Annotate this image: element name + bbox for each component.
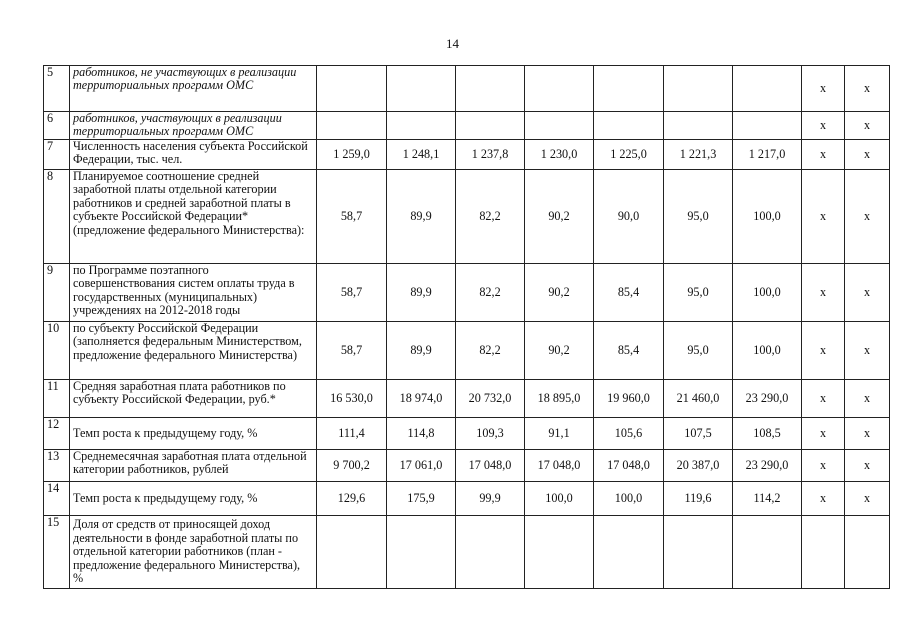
value-cell: 20 387,0 [664,450,733,482]
row-number: 12 [44,418,70,450]
value-cell: 9 700,2 [317,450,387,482]
x-mark-cell [802,516,845,589]
row-label: работников, участвующих в реализации территориальных программ ОМС [70,112,317,140]
table-row [44,516,890,589]
value-cell: 90,2 [525,264,594,322]
row-label: Численность населения субъекта Российской Федерации, тыс. чел. [70,140,317,170]
x-mark-cell: х [802,112,845,140]
table-row [44,322,890,380]
value-cell: 114,8 [387,418,456,450]
x-mark-cell: х [802,418,845,450]
x-mark-cell: х [845,482,890,516]
value-cell: 17 048,0 [456,450,525,482]
row-number: 8 [44,170,70,264]
x-mark-cell: х [802,450,845,482]
value-cell [664,112,733,140]
value-cell [525,66,594,112]
value-cell: 109,3 [456,418,525,450]
value-cell [387,112,456,140]
value-cell: 85,4 [594,322,664,380]
value-cell [456,112,525,140]
value-cell: 100,0 [733,322,802,380]
value-cell: 58,7 [317,322,387,380]
value-cell [733,516,802,589]
row-number: 11 [44,380,70,418]
table-row [44,482,890,516]
table-row [44,450,890,482]
x-mark-cell: х [845,418,890,450]
row-label: Планируемое соотношение средней заработной платы отдельной категории работников и средней заработной платы в субъекте Российской Федерации*(предложение федерального Министерства): [70,170,317,264]
value-cell: 58,7 [317,170,387,264]
value-cell: 19 960,0 [594,380,664,418]
value-cell: 17 048,0 [525,450,594,482]
value-cell: 82,2 [456,322,525,380]
value-cell: 1 237,8 [456,140,525,170]
value-cell: 89,9 [387,264,456,322]
row-label: по Программе поэтапного совершенствования систем оплаты труда в государственных (муниципальных) учреждениях на 2012-2018 годы [70,264,317,322]
table-row [44,112,890,140]
value-cell: 95,0 [664,264,733,322]
value-cell: 95,0 [664,170,733,264]
value-cell [733,66,802,112]
row-label: по субъекту Российской Федерации (заполняется федеральным Министерством, предложение федерального Министерства) [70,322,317,380]
table-row [44,66,890,112]
row-number: 14 [44,482,70,516]
value-cell [664,516,733,589]
value-cell: 89,9 [387,170,456,264]
row-number: 7 [44,140,70,170]
row-number: 15 [44,516,70,589]
value-cell: 111,4 [317,418,387,450]
value-cell: 100,0 [525,482,594,516]
x-mark-cell: х [845,264,890,322]
value-cell: 18 974,0 [387,380,456,418]
value-cell [387,66,456,112]
value-cell: 23 290,0 [733,380,802,418]
value-cell: 1 248,1 [387,140,456,170]
row-number: 13 [44,450,70,482]
x-mark-cell [845,516,890,589]
value-cell [317,112,387,140]
x-mark-cell: х [845,450,890,482]
row-number: 9 [44,264,70,322]
value-cell: 114,2 [733,482,802,516]
value-cell [594,516,664,589]
table-row [44,418,890,450]
x-mark-cell: х [802,482,845,516]
x-mark-cell: х [845,140,890,170]
value-cell [317,66,387,112]
value-cell: 129,6 [317,482,387,516]
table-row [44,264,890,322]
x-mark-cell: х [802,66,845,112]
value-cell: 100,0 [733,170,802,264]
table-row [44,380,890,418]
row-number: 5 [44,66,70,112]
value-cell: 18 895,0 [525,380,594,418]
value-cell: 85,4 [594,264,664,322]
value-cell: 108,5 [733,418,802,450]
value-cell: 1 259,0 [317,140,387,170]
row-label: Доля от средств от приносящей доход деятельности в фонде заработной платы по отдельной категории работников (план - предложение федерального Министерства), % [70,516,317,589]
value-cell: 89,9 [387,322,456,380]
value-cell: 91,1 [525,418,594,450]
value-cell [525,516,594,589]
x-mark-cell: х [845,112,890,140]
value-cell: 90,2 [525,170,594,264]
row-label: Средняя заработная плата работников по субъекту Российской Федерации, руб.* [70,380,317,418]
value-cell [387,516,456,589]
value-cell: 90,0 [594,170,664,264]
x-mark-cell: х [802,322,845,380]
value-cell [456,516,525,589]
value-cell [456,66,525,112]
value-cell: 23 290,0 [733,450,802,482]
value-cell: 20 732,0 [456,380,525,418]
value-cell: 99,9 [456,482,525,516]
row-label: работников, не участвующих в реализации территориальных программ ОМС [70,66,317,112]
table-row [44,170,890,264]
value-cell: 105,6 [594,418,664,450]
value-cell: 1 230,0 [525,140,594,170]
value-cell: 1 217,0 [733,140,802,170]
x-mark-cell: х [845,66,890,112]
value-cell [317,516,387,589]
x-mark-cell: х [802,170,845,264]
row-label: Среднемесячная заработная плата отдельной категории работников, рублей [70,450,317,482]
value-cell: 17 048,0 [594,450,664,482]
value-cell: 100,0 [594,482,664,516]
row-number: 10 [44,322,70,380]
value-cell: 17 061,0 [387,450,456,482]
x-mark-cell: х [845,322,890,380]
x-mark-cell: х [845,380,890,418]
row-label: Темп роста к предыдущему году, % [70,482,317,516]
value-cell [525,112,594,140]
value-cell [733,112,802,140]
x-mark-cell: х [802,264,845,322]
value-cell [594,66,664,112]
value-cell: 21 460,0 [664,380,733,418]
value-cell [594,112,664,140]
value-cell: 82,2 [456,264,525,322]
row-number: 6 [44,112,70,140]
x-mark-cell: х [802,140,845,170]
value-cell: 82,2 [456,170,525,264]
value-cell: 95,0 [664,322,733,380]
x-mark-cell: х [802,380,845,418]
value-cell: 100,0 [733,264,802,322]
page-number: 14 [446,36,459,51]
value-cell: 175,9 [387,482,456,516]
table-row [44,140,890,170]
value-cell: 1 221,3 [664,140,733,170]
value-cell: 90,2 [525,322,594,380]
value-cell [664,66,733,112]
value-cell: 1 225,0 [594,140,664,170]
x-mark-cell: х [845,170,890,264]
value-cell: 107,5 [664,418,733,450]
value-cell: 58,7 [317,264,387,322]
salary-indicators-table [43,65,890,589]
value-cell: 16 530,0 [317,380,387,418]
row-label: Темп роста к предыдущему году, % [70,418,317,450]
value-cell: 119,6 [664,482,733,516]
